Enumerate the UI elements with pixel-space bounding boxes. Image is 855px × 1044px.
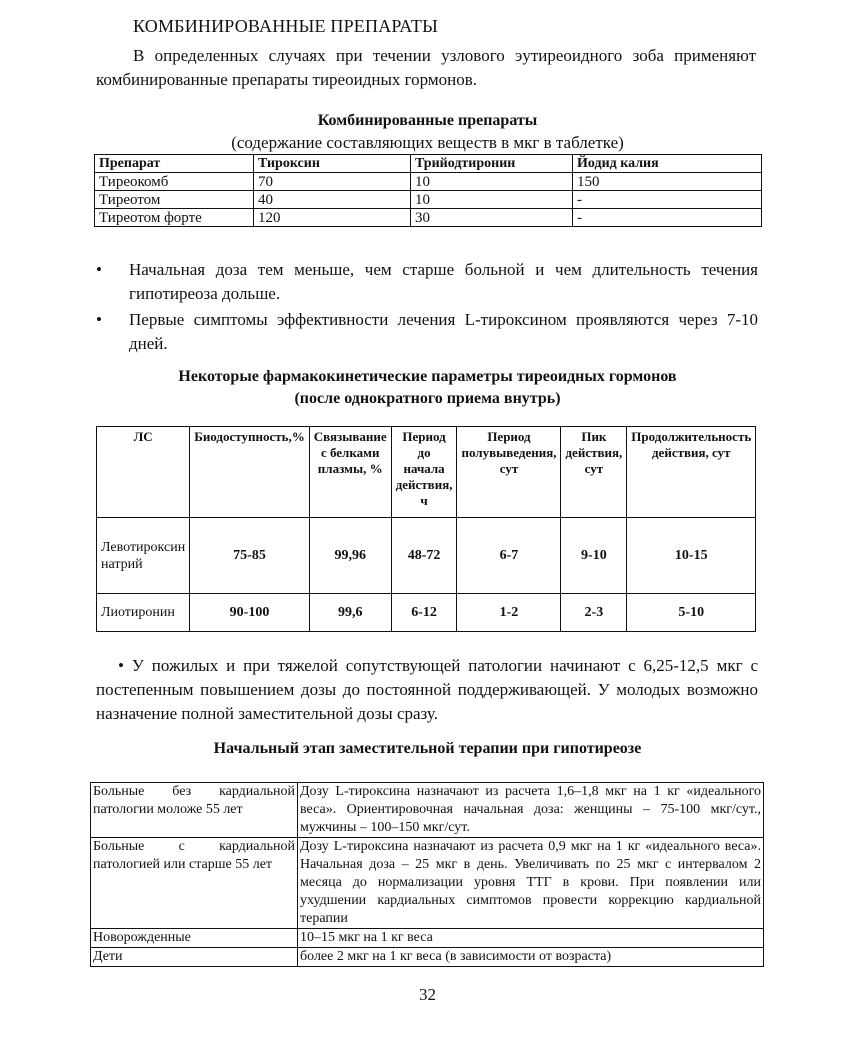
table-header-row (95, 155, 762, 173)
list-item-text: Начальная доза тем меньше, чем старше больной и чем длительность течения гипотиреоза дольше. (129, 260, 758, 303)
bullet-icon: • (96, 260, 102, 279)
table-row (97, 594, 756, 632)
table-cell: 99,6 (309, 594, 391, 632)
table-cell: Дозу L-тироксина назначают из расчета 0,9 мкг на 1 кг «идеального веса». Начальная доза – 25 мкг в день. Увеличивать по 25 мкг с интервалом 2 месяца до нормализации уровня ТТГ в крови. При появлении или ухудшении кардиальных симптомов провести коррекцию кардиальной терапии (298, 838, 764, 929)
table-cell: Тиреотом форте (95, 209, 254, 227)
table-cell: 30 (411, 209, 573, 227)
table-row (91, 929, 764, 948)
page-number: 32 (419, 985, 436, 1004)
table-row (95, 209, 762, 227)
table-cell: 10-15 (627, 518, 756, 594)
table-cell: 120 (254, 209, 411, 227)
column-header: ЛС (97, 427, 190, 518)
table1-title: Комбинированные препараты (317, 112, 538, 129)
table-cell: 48-72 (391, 518, 457, 594)
table2-title-line1: Некоторые фармакокинетические параметры тиреоидных гормонов (178, 368, 677, 385)
table2-title-line2: (после однократного приема внутрь) (294, 390, 561, 407)
table-row (91, 783, 764, 838)
table-row (91, 948, 764, 967)
list-item (96, 258, 758, 306)
column-header: Трийодтиронин (411, 155, 573, 173)
table-row (97, 518, 756, 594)
column-header: Биодоступность,% (190, 427, 310, 518)
table-cell: 5-10 (627, 594, 756, 632)
pharmacokinetics-table (96, 426, 756, 632)
table-cell: 6-7 (457, 518, 561, 594)
table-cell: Дети (91, 948, 298, 967)
table-cell: Дозу L-тироксина назначают из расчета 1,6–1,8 мкг на 1 кг «идеального веса». Ориентировочная начальная доза: женщины – 75-100 мкг/сут., мужчины – 100–150 мкг/сут. (298, 783, 764, 838)
intro-paragraph: В определенных случаях при течении узлового эутиреоидного зоба применяют комбинированные препараты тиреоидных гормонов. (96, 46, 756, 89)
table-cell: 75-85 (190, 518, 310, 594)
column-header: Тироксин (254, 155, 411, 173)
column-header: Период полувыведения, сут (457, 427, 561, 518)
bullet-list (96, 258, 758, 358)
table-cell: 10 (411, 173, 573, 191)
table-row (95, 191, 762, 209)
list-item (96, 308, 758, 356)
table-cell: 1-2 (457, 594, 561, 632)
elderly-dosing-paragraph: • У пожилых и при тяжелой сопутствующей патологии начинают с 6,25-12,5 мкг с постепенным повышением дозы до постоянной поддерживающей. У молодых возможно назначение полной заместительной дозы сразу. (96, 656, 758, 723)
table-cell: 90-100 (190, 594, 310, 632)
table-cell: Больные без кардиальной патологии моложе 55 лет (91, 783, 298, 838)
table-cell: Тиреокомб (95, 173, 254, 191)
table-cell: 2-3 (561, 594, 627, 632)
table2-title (0, 366, 855, 410)
table-cell: Новорожденные (91, 929, 298, 948)
section-heading: КОМБИНИРОВАННЫЕ ПРЕПАРАТЫ (133, 16, 439, 36)
table-cell: 6-12 (391, 594, 457, 632)
table-cell: 10 (411, 191, 573, 209)
combined-drugs-table (94, 154, 762, 227)
table-cell: Лиотиронин (97, 594, 190, 632)
replacement-therapy-table (90, 782, 764, 967)
table-row (95, 173, 762, 191)
table1-subtitle: (содержание составляющих веществ в мкг в таблетке) (231, 133, 624, 152)
column-header: Пик действия, сут (561, 427, 627, 518)
table-cell: более 2 мкг на 1 кг веса (в зависимости от возраста) (298, 948, 764, 967)
table-cell: 10–15 мкг на 1 кг веса (298, 929, 764, 948)
column-header: Период до начала действия, ч (391, 427, 457, 518)
table-cell: - (573, 209, 762, 227)
column-header: Препарат (95, 155, 254, 173)
table3-title: Начальный этап заместительной терапии при гипотиреозе (213, 740, 642, 757)
table-cell: 99,96 (309, 518, 391, 594)
column-header: Связывание с белками плазмы, % (309, 427, 391, 518)
table-cell: 40 (254, 191, 411, 209)
list-item-text: Первые симптомы эффективности лечения L-тироксином проявляются через 7-10 дней. (129, 310, 758, 353)
column-header: Йодид калия (573, 155, 762, 173)
table-cell: Левотироксин натрий (97, 518, 190, 594)
table-row (91, 838, 764, 929)
table-cell: - (573, 191, 762, 209)
table-cell: 9-10 (561, 518, 627, 594)
table-header-row (97, 427, 756, 518)
column-header: Продолжительность действия, сут (627, 427, 756, 518)
table-cell: Тиреотом (95, 191, 254, 209)
table-cell: Больные с кардиальной патологией или старше 55 лет (91, 838, 298, 929)
table-cell: 150 (573, 173, 762, 191)
table-cell: 70 (254, 173, 411, 191)
bullet-icon: • (96, 310, 102, 329)
